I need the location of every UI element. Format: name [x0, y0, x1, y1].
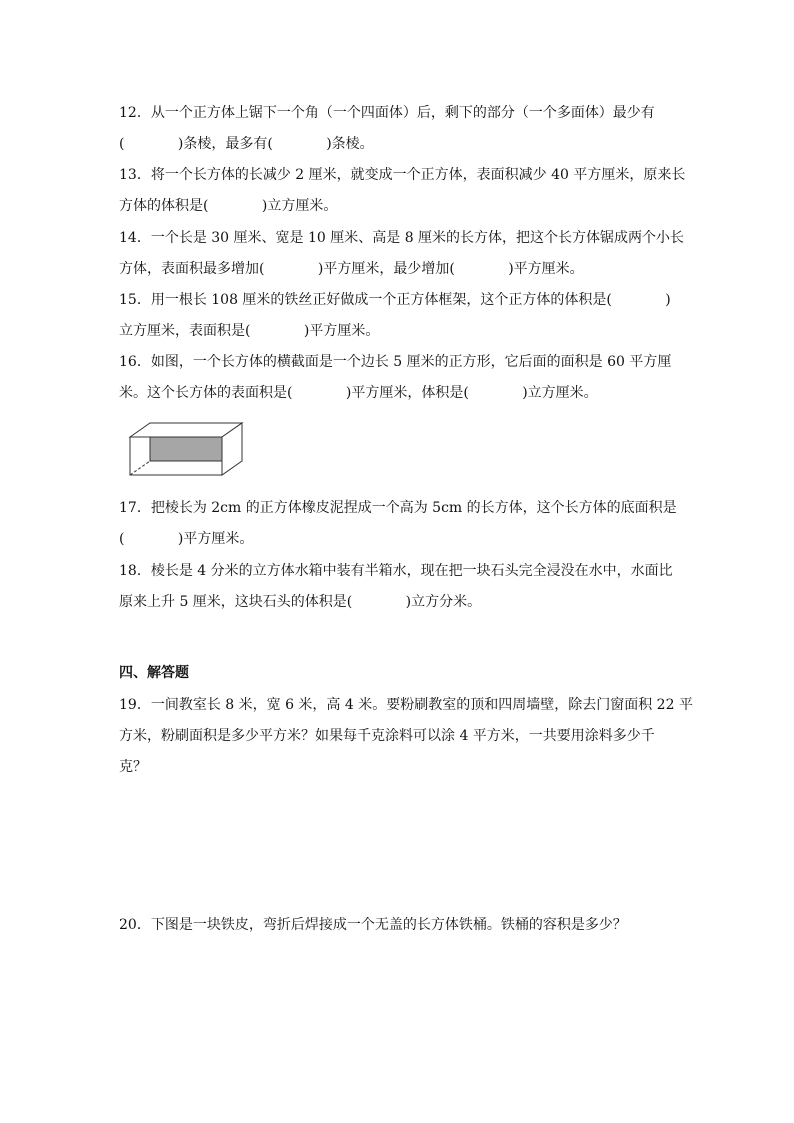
cuboid-hidden-edge [130, 461, 150, 475]
q18-line1: 18．棱长是 4 分米的立方体水箱中装有半箱水，现在把一块石头完全浸没在水中，水面比 [119, 563, 673, 579]
q17-line2: ( )平方厘米。 [119, 531, 254, 547]
q19-line3: 克？ [119, 759, 147, 775]
cuboid-figure [128, 421, 244, 477]
q18-line2: 原来上升 5 厘米，这块石头的体积是( )立方分米。 [119, 594, 482, 610]
q14-line1: 14．一个长是 30 厘米、宽是 10 厘米、高是 8 厘米的长方体，把这个长方体锯成两个小长 [119, 230, 685, 246]
q19-line2: 方米，粉刷面积是多少平方米？如果每千克涂料可以涂 4 平方米，一共要用涂料多少千 [119, 728, 655, 744]
q12-line1: 12．从一个正方体上锯下一个角（一个四面体）后，剩下的部分（一个多面体）最少有 [119, 105, 655, 121]
q20-line1: 20．下图是一块铁皮，弯折后焊接成一个无盖的长方体铁桶。铁桶的容积是多少？ [119, 917, 627, 933]
q14-line2: 方体，表面积最多增加( )平方厘米，最少增加( )平方厘米。 [119, 261, 584, 277]
q19-line1: 19．一间教室长 8 米，宽 6 米，高 4 米。要粉刷教室的顶和四周墙壁，除去门窗面积 22 平 [119, 697, 693, 713]
q16-line1: 16．如图，一个长方体的横截面是一个边长 5 厘米的正方形，它后面的面积是 60 平方厘 [119, 354, 672, 370]
q16-line2: 米。这个长方体的表面积是( )平方厘米，体积是( )立方厘米。 [119, 385, 598, 401]
q15-line1: 15．用一根长 108 厘米的铁丝正好做成一个正方体框架，这个正方体的体积是( ) [119, 292, 671, 308]
q12-line2: ( )条棱，最多有( )条棱。 [119, 136, 374, 152]
q13-line1: 13．将一个长方体的长减少 2 厘米，就变成一个正方体，表面积减少 40 平方厘米，原来长 [119, 167, 686, 183]
section-4-title: 四、解答题 [119, 665, 189, 681]
q13-line2: 方体的体积是( )立方厘米。 [119, 198, 338, 214]
q15-line2: 立方厘米，表面积是( )平方厘米。 [119, 323, 380, 339]
q17-line1: 17．把棱长为 2cm 的正方体橡皮泥捏成一个高为 5cm 的长方体，这个长方体的底面积是 [119, 500, 677, 516]
